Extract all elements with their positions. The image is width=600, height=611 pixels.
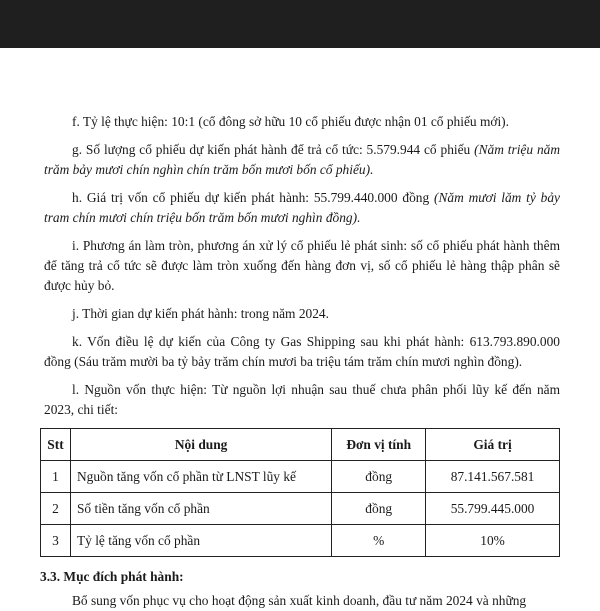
table-row	[41, 493, 560, 525]
section-heading: 3.3. Mục đích phát hành:	[40, 569, 184, 584]
paragraph-h-note: (Năm mươi lăm tỷ bảy tram chín mươi chín triệu bốn trăm bốn mươi nghìn đồng).	[44, 190, 560, 225]
paragraph-k: k. Vốn điều lệ dự kiến của Công ty Gas Shipping sau khi phát hành: 613.793.890.000 đồng (Sáu trăm mười ba tỷ bảy trăm chín mươi ba triệu tám trăm chín mươi nghìn đồng).	[44, 334, 560, 369]
cell-stt: 2	[41, 493, 71, 525]
table-header-row	[41, 429, 560, 461]
paragraph-j: j. Thời gian dự kiến phát hành: trong năm 2024.	[72, 306, 329, 321]
paragraph-h: h. Giá trị vốn cổ phiếu dự kiến phát hành: 55.799.440.000 đồng (Năm mươi lăm tỷ bảy tram chín mươi chín triệu bốn trăm bốn mươi nghìn đồng).	[44, 190, 560, 225]
paragraph-i: i. Phương án làm tròn, phương án xử lý cổ phiếu lẻ phát sinh: số cổ phiếu phát hành thêm để tăng trả cổ tức sẽ được làm tròn xuống đến hàng đơn vị, số cổ phiếu lẻ hàng thập phân sẽ được hủy bỏ.	[44, 238, 560, 293]
cell-content: Nguồn tăng vốn cổ phần từ LNST lũy kế	[70, 461, 331, 493]
cell-content: Số tiền tăng vốn cổ phần	[70, 493, 331, 525]
cutoff-paragraph: Bổ sung vốn phục vụ cho hoạt động sản xuất kinh doanh, đầu tư năm 2024 và những	[72, 593, 527, 608]
cell-value: 55.799.445.000	[426, 493, 560, 525]
cell-stt: 1	[41, 461, 71, 493]
capital-table	[40, 428, 560, 557]
top-toolbar	[0, 0, 600, 48]
cell-content: Tỷ lệ tăng vốn cổ phần	[70, 525, 331, 557]
cell-unit: đồng	[332, 461, 426, 493]
cell-unit: %	[332, 525, 426, 557]
paragraph-g-note: (Năm triệu năm trăm bảy mươi chín nghìn chín trăm bốn mươi bốn cổ phiếu).	[44, 142, 561, 177]
table-row	[41, 525, 560, 557]
document-page	[40, 112, 561, 611]
header-unit: Đơn vị tính	[332, 429, 426, 461]
cell-stt: 3	[41, 525, 71, 557]
header-value: Giá trị	[426, 429, 560, 461]
header-content: Nội dung	[70, 429, 331, 461]
paragraph-l: l. Nguồn vốn thực hiện: Từ nguồn lợi nhuận sau thuế chưa phân phối lũy kế đến năm 2023, chi tiết:	[44, 382, 560, 417]
cell-value: 87.141.567.581	[426, 461, 560, 493]
paragraph-f: f. Tỷ lệ thực hiện: 10:1 (cổ đông sở hữu 10 cổ phiếu được nhận 01 cổ phiếu mới).	[72, 114, 509, 129]
table-row	[41, 461, 560, 493]
header-stt: Stt	[41, 429, 71, 461]
cell-value: 10%	[426, 525, 560, 557]
cell-unit: đồng	[332, 493, 426, 525]
paragraph-g: g. Số lượng cổ phiếu dự kiến phát hành để trả cổ tức: 5.579.944 cổ phiếu (Năm triệu năm trăm bảy mươi chín nghìn chín trăm bốn mươi bốn cổ phiếu).	[44, 142, 561, 177]
